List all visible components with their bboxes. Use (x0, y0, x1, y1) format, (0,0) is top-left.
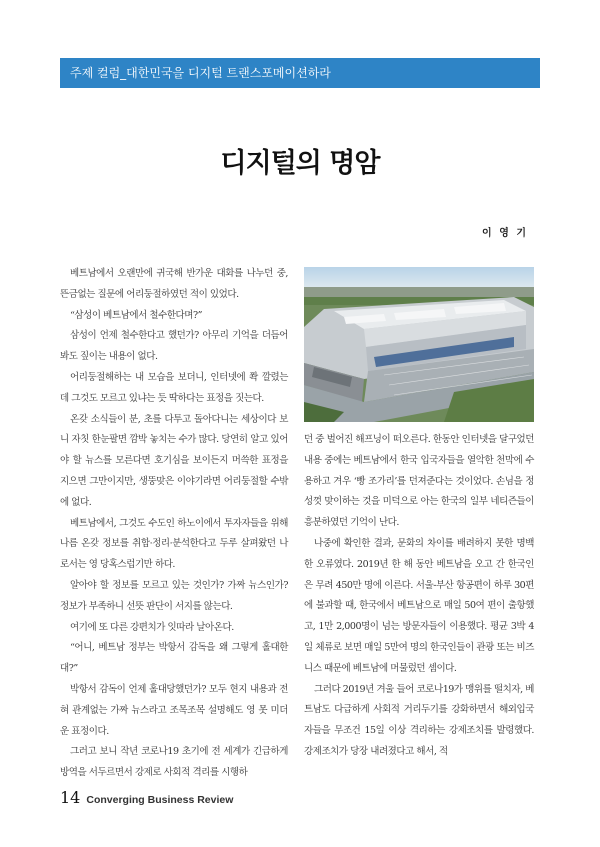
article-paragraph: 어리둥절해하는 내 모습을 보더니, 인터넷에 쫙 깔렸는데 그것도 모르고 있냐는 듯 딱하다는 표정을 짓는다. (60, 371, 288, 404)
article-paragraph: 나중에 확인한 결과, 문화의 차이를 배려하지 못한 명백한 오류였다. 2019년 한 해 동안 베트남을 오고 간 한국인은 무려 450만 명에 이른다. 서울-부산 항공편이 하루 30편에 불과할 때, 한국에서 베트남으로 매일 50여 편이 출항했고, 1만 2,000명이 넘는 방문자들이 이용했다. 평균 3박 4일 체류로 보면 매일 5만여 명의 한국인들이 관광 또는 비즈니스 때문에 베트남에 머물렀던 셈이다. (304, 537, 534, 674)
article-paragraph: 여기에 또 다른 강편치가 잇따라 날아온다. (70, 621, 234, 633)
article-paragraph: 박항서 감독이 언제 홀대당했던가? 모두 현지 내용과 전혀 관계없는 가짜 뉴스라고 조목조목 설명해도 영 못 미더운 표정이다. (60, 683, 288, 737)
article-paragraph: 알아야 할 정보를 모르고 있는 것인가? 가짜 뉴스인가? 정보가 부족하니 선뜻 판단이 서지를 않는다. (60, 579, 288, 612)
article-paragraph: 던 중 벌어진 해프닝이 떠오른다. 한동안 인터넷을 달구었던 내용 중에는 베트남에서 한국 입국자들을 열악한 천막에 수용하고 겨우 ‘빵 조가리’를 던져준다는 것이었다. 손님을 정성껏 맞이하는 것을 미덕으로 아는 한국의 일부 네티즌들이 흥분하였던 기억이 난다. (304, 434, 535, 529)
article-paragraph: “삼성이 베트남에서 철수한다며?” (70, 309, 203, 321)
article-paragraph: 그러다 2019년 겨울 들어 코로나19가 맹위를 떨치자, 베트남도 다급하게 사회적 거리두기를 강화하면서 해외입국자들을 무조건 15일 이상 격리하는 강제조치를 발령했다. 강제조치가 당장 내려졌다고 해서, 적 (304, 683, 534, 757)
article-author: 이 영 기 (482, 228, 528, 239)
article-paragraph: 온갖 소식들이 분, 초를 다투고 돌아다니는 세상이다 보니 자칫 한눈팔면 깜박 놓치는 수가 많다. 당연히 알고 있어야 할 뉴스를 모른다면 호기심을 보이든지 머쓱한 표정을 지으면 그만이지만, 생뚱맞은 이야기라면 어리둥절할 수밖에 없다. (60, 413, 288, 508)
article-paragraph: 베트남에서, 그것도 수도인 하노이에서 투자자들을 위해 나름 온갖 정보를 취합·정리·분석한다고 두루 살펴왔던 나로서는 영 당혹스럽기만 하다. (60, 517, 288, 571)
article-paragraph: “어니, 베트남 정부는 박항서 감독을 왜 그렇게 홀대한대?” (60, 642, 288, 675)
factory-aerial-photo (304, 267, 534, 422)
magazine-name: Converging Business Review (86, 794, 234, 806)
page-number: 14 (60, 788, 81, 807)
article-column-left (60, 264, 288, 784)
article-column-right (304, 430, 534, 763)
section-banner: 주제 컬럼_대한민국을 디지털 트랜스포메이션하라 (60, 58, 540, 88)
article-paragraph: 그러고 보니 작년 코로나19 초기에 전 세계가 긴급하게 방역을 서두르면서 강제로 사회적 격리를 시행하 (60, 746, 288, 779)
page-footer (60, 788, 233, 812)
article-paragraph: 삼성이 언제 철수한다고 했던가? 아무리 기억을 더듬어봐도 짚이는 내용이 없다. (60, 330, 288, 363)
article-paragraph: 베트남에서 오랜만에 귀국해 반가운 대화를 나누던 중, 뜬금없는 질문에 어리둥절하였던 적이 있었다. (60, 268, 288, 300)
article-title: 디지털의 명암 (220, 148, 380, 179)
